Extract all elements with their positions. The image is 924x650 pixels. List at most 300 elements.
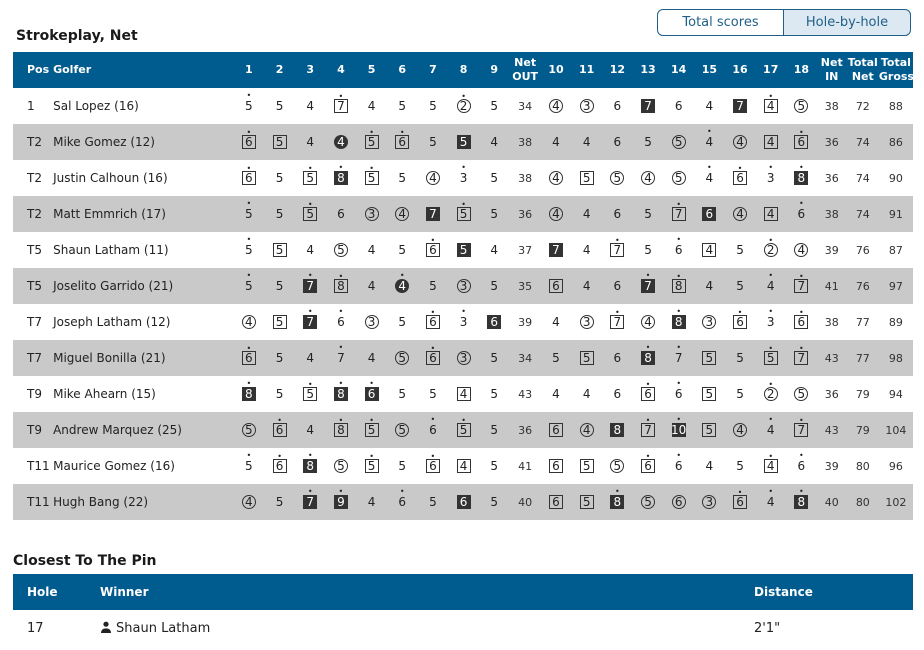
net-in: 36 [824, 171, 839, 185]
hole-score-value: 5 [398, 243, 407, 257]
hole-score [549, 315, 563, 329]
hole-score-cell [755, 124, 786, 160]
handicap-dot: • [246, 271, 252, 280]
handicap-dot: • [737, 488, 743, 497]
hole-score-cell [755, 340, 786, 376]
header-hole: 14 [671, 63, 687, 76]
hole-score [303, 164, 317, 185]
hole-score-value: 4 [306, 351, 315, 365]
hole-score [273, 416, 287, 437]
hole-score [487, 315, 501, 329]
hole-score-value: 6 [674, 387, 683, 401]
hole-score-cell [571, 484, 602, 520]
hole-score-cell [571, 268, 602, 304]
hole-score-value: 5 [275, 387, 284, 401]
hole-score-cell [356, 232, 387, 268]
hole-score-value: 5 [490, 387, 499, 401]
hole-score-cell [755, 88, 786, 124]
golfer-name: Matt Emmrich (17) [53, 207, 166, 221]
total-gross: 86 [888, 135, 903, 149]
hole-score-cell [663, 232, 694, 268]
header-net-out: Net OUT [512, 56, 539, 83]
hole-score-cell [755, 160, 786, 196]
hole-score-value: 6 [429, 243, 437, 257]
hole-score-cell [234, 124, 265, 160]
hole-score-cell [602, 232, 633, 268]
hole-score-cell [418, 484, 449, 520]
hole-score [457, 387, 471, 401]
handicap-dot: • [768, 92, 774, 101]
hole-score [733, 135, 747, 149]
hole-score-cell [479, 484, 510, 520]
hole-score-value: 5 [490, 423, 499, 437]
hole-score-cell [663, 160, 694, 196]
net-out: 35 [518, 279, 533, 293]
hole-score-value: 5 [429, 135, 437, 149]
hole-score [242, 379, 256, 401]
hole-score [733, 351, 747, 365]
hole-score-cell [264, 304, 295, 340]
hole-score-value: 8 [337, 423, 345, 437]
hole-score-value: 8 [674, 315, 683, 329]
hole-score-cell [786, 268, 817, 304]
hole-score-value: 3 [705, 495, 714, 509]
hole-score-value: 5 [275, 243, 284, 257]
hole-score-value: 7 [429, 207, 437, 221]
hole-score [733, 243, 747, 257]
golfer-name: Shaun Latham (11) [53, 243, 169, 257]
hole-score-value: 5 [275, 171, 284, 185]
score-header-row [13, 52, 913, 88]
hole-score [334, 243, 348, 257]
hole-score [303, 351, 317, 365]
hole-score-value: 2 [766, 387, 775, 401]
hole-score-value: 5 [582, 459, 591, 473]
hole-score-value: 5 [613, 171, 622, 185]
hole-score-value: 5 [367, 459, 376, 473]
hole-score-cell [602, 160, 633, 196]
hole-score [794, 344, 808, 365]
hole-score [702, 459, 716, 473]
hole-score-cell [725, 232, 756, 268]
hole-score-value: 6 [613, 387, 622, 401]
handicap-dot: • [461, 200, 466, 209]
hole-score-cell [264, 160, 295, 196]
hole-score-cell [479, 304, 510, 340]
handicap-dot: • [799, 128, 804, 137]
handicap-dot: • [338, 379, 344, 388]
golfer-name: Andrew Marquez (25) [53, 423, 182, 437]
hole-score-value: 8 [674, 279, 683, 293]
header-hole: 17 [763, 63, 779, 76]
position: T2 [27, 207, 42, 221]
hole-score-cell [234, 268, 265, 304]
hole-score [273, 315, 287, 329]
hole-score [641, 243, 655, 257]
hole-score-cell [725, 376, 756, 412]
hole-score-value: 6 [490, 315, 499, 329]
hole-score [242, 91, 256, 113]
net-out: 36 [518, 207, 533, 221]
hole-score-value: 5 [337, 459, 345, 473]
total-gross: 98 [888, 351, 903, 365]
hole-score-cell [356, 304, 387, 340]
hole-score [610, 423, 624, 437]
hole-score-value: 5 [245, 279, 253, 293]
hole-score [641, 99, 655, 113]
net-out: 36 [518, 423, 533, 437]
hole-score-cell [295, 232, 326, 268]
hole-score-value: 4 [582, 279, 591, 293]
hole-score-cell [571, 88, 602, 124]
hole-score-value: 5 [582, 495, 591, 509]
hole-score-value: 4 [797, 243, 806, 257]
hole-score [549, 135, 563, 149]
hole-score-value: 7 [306, 495, 315, 509]
hole-score-value: 5 [797, 387, 806, 401]
hole-score-cell [448, 124, 479, 160]
hole-score-cell [725, 448, 756, 484]
hole-score-cell [602, 304, 633, 340]
hole-score-cell [356, 412, 387, 448]
hole-score-value: 5 [459, 423, 468, 437]
hole-score [672, 235, 686, 257]
hole-score-cell [755, 268, 786, 304]
hole-score-value: 5 [367, 423, 376, 437]
hole-score [549, 279, 563, 293]
hole-score-value: 6 [797, 459, 806, 473]
hole-score-cell [541, 448, 572, 484]
hole-score-value: 4 [552, 99, 560, 113]
position: T7 [27, 315, 42, 329]
hole-score [457, 92, 471, 113]
hole-score-cell [541, 304, 572, 340]
hole-score [764, 344, 778, 365]
hole-score-value: 6 [429, 423, 437, 437]
total-net: 80 [855, 495, 870, 509]
handicap-dot: • [338, 307, 344, 316]
hole-score-value: 5 [490, 171, 499, 185]
hole-by-hole-button[interactable]: Hole-by-hole [784, 9, 911, 36]
hole-score-cell [326, 448, 357, 484]
hole-score [580, 171, 594, 185]
hole-score [641, 380, 655, 401]
hole-score-value: 4 [245, 315, 253, 329]
handicap-dot: • [399, 128, 405, 137]
net-out: 43 [518, 387, 533, 401]
hole-score-value: 2 [459, 99, 468, 113]
hole-score-cell [602, 412, 633, 448]
hole-score-value: 6 [674, 99, 683, 113]
header-hole: 1 [245, 63, 253, 76]
hole-score-cell [264, 268, 295, 304]
hole-score-cell [571, 376, 602, 412]
handicap-dot: • [676, 415, 682, 424]
handicap-dot: • [307, 380, 313, 389]
hole-score-cell [694, 88, 725, 124]
handicap-dot: • [369, 164, 374, 173]
hole-score-cell [234, 160, 265, 196]
position: T5 [27, 243, 42, 257]
hole-score [702, 207, 716, 221]
hole-score-cell [633, 484, 664, 520]
hole-score [365, 99, 379, 113]
score-row [13, 376, 913, 412]
hole-score-value: 6 [337, 207, 345, 221]
header-net-in: Net IN [820, 56, 843, 83]
handicap-dot: • [246, 344, 252, 353]
hole-score-value: 4 [736, 423, 744, 437]
score-row [13, 448, 913, 484]
hole-score-value: 4 [766, 459, 775, 473]
hole-score-value: 7 [797, 423, 806, 437]
hole-score [395, 487, 409, 509]
hole-score [365, 452, 379, 473]
hole-score-cell [356, 124, 387, 160]
hole-score [764, 380, 778, 401]
hole-score [487, 243, 501, 257]
hole-score-cell [264, 376, 295, 412]
hole-score-value: 7 [552, 243, 560, 257]
hole-score-cell [663, 340, 694, 376]
hole-score [671, 415, 687, 437]
hole-score-cell [234, 448, 265, 484]
hole-score [457, 279, 471, 293]
hole-score-value: 3 [582, 99, 591, 113]
hole-score-cell [786, 232, 817, 268]
hole-score-value: 5 [644, 135, 652, 149]
hole-score-cell [387, 196, 418, 232]
hole-score-cell [387, 484, 418, 520]
hole-score [702, 315, 716, 329]
hole-score-value: 4 [429, 171, 437, 185]
hole-score-cell [602, 448, 633, 484]
hole-score-value: 5 [245, 207, 253, 221]
hole-score [242, 235, 256, 257]
hole-score-value: 8 [797, 495, 806, 509]
hole-score-cell [694, 232, 725, 268]
hole-score [764, 452, 778, 473]
hole-score-value: 7 [644, 99, 652, 113]
hole-score-cell [725, 268, 756, 304]
hole-score-value: 5 [367, 135, 376, 149]
hole-score [733, 459, 747, 473]
handicap-dot: • [369, 128, 374, 137]
hole-score-cell [786, 196, 817, 232]
hole-score-value: 4 [459, 459, 468, 473]
hole-score-cell [234, 88, 265, 124]
hole-score [702, 279, 716, 293]
hole-score-cell [295, 484, 326, 520]
hole-score [242, 344, 256, 365]
hole-score [457, 200, 471, 221]
hole-score-value: 6 [429, 459, 437, 473]
hole-score [303, 307, 317, 329]
hole-score [487, 279, 501, 293]
hole-score-value: 6 [398, 135, 407, 149]
strokeplay-title: Strokeplay, Net [16, 28, 138, 44]
hole-score [549, 459, 563, 473]
handicap-dot: • [246, 199, 252, 208]
hole-score-value: 6 [705, 207, 714, 221]
hole-score [487, 99, 501, 113]
hole-score-value: 6 [552, 279, 560, 293]
hole-score-value: 5 [459, 135, 468, 149]
hole-score [610, 308, 624, 329]
hole-score [794, 416, 808, 437]
hole-score-value: 6 [613, 99, 622, 113]
hole-score-value: 6 [797, 135, 806, 149]
hole-score-cell [633, 124, 664, 160]
hole-score [610, 487, 624, 509]
hole-score-value: 5 [398, 351, 407, 365]
hole-score [549, 387, 563, 401]
golfer-name: Joselito Garrido (21) [53, 279, 174, 293]
hole-score [334, 487, 348, 509]
hole-score-cell [602, 484, 633, 520]
hole-score [334, 207, 348, 221]
hole-score [395, 128, 409, 149]
hole-score-cell [786, 412, 817, 448]
hole-score [487, 423, 501, 437]
hole-score-cell [234, 196, 265, 232]
hole-score [365, 279, 379, 293]
total-net: 72 [855, 99, 870, 113]
hole-score [395, 271, 409, 293]
hole-score-value: 2 [766, 243, 775, 257]
hole-score-value: 4 [736, 207, 744, 221]
handicap-dot: • [799, 487, 804, 496]
hole-score-value: 4 [705, 99, 714, 113]
hole-score [580, 351, 594, 365]
handicap-dot: • [645, 343, 651, 352]
hole-score-cell [571, 232, 602, 268]
hole-score-cell [725, 160, 756, 196]
hole-score-cell [295, 412, 326, 448]
hole-score [242, 423, 256, 437]
hole-score-value: 6 [644, 387, 652, 401]
hole-score-cell [541, 160, 572, 196]
hole-score-cell [663, 196, 694, 232]
hole-score [733, 164, 747, 185]
hole-score-value: 5 [398, 315, 407, 329]
hole-score-value: 4 [766, 495, 775, 509]
hole-score [273, 207, 287, 221]
hole-score-value: 8 [245, 387, 253, 401]
hole-score [487, 351, 501, 365]
total-net: 76 [855, 279, 870, 293]
hole-score-value: 5 [275, 207, 284, 221]
handicap-dot: • [768, 307, 774, 316]
hole-score-value: 4 [398, 207, 407, 221]
hole-score [794, 199, 808, 221]
total-gross: 96 [888, 459, 903, 473]
hole-score [641, 416, 655, 437]
hole-score-cell [755, 412, 786, 448]
hole-score [242, 495, 256, 509]
hole-score-cell [418, 124, 449, 160]
hole-score-value: 7 [644, 279, 652, 293]
hole-score-value: 5 [398, 459, 407, 473]
hole-score [273, 279, 287, 293]
hole-score [733, 99, 747, 113]
hole-score [273, 243, 287, 257]
hole-score-value: 6 [552, 423, 560, 437]
golfer-name: Hugh Bang (22) [53, 495, 149, 509]
header-hole: 5 [367, 63, 376, 76]
hole-score-cell [387, 448, 418, 484]
hole-score-value: 6 [736, 315, 744, 329]
hole-score-cell [633, 376, 664, 412]
hole-score-value: 6 [674, 243, 683, 257]
hole-score [794, 243, 808, 257]
handicap-dot: • [461, 92, 466, 101]
handicap-dot: • [768, 344, 774, 353]
handicap-dot: • [307, 164, 313, 173]
hole-score-cell [694, 124, 725, 160]
hole-score-value: 7 [797, 351, 806, 365]
hole-score-cell [326, 88, 357, 124]
hole-score-cell [755, 376, 786, 412]
hole-score [487, 135, 501, 149]
hole-score-value: 6 [398, 495, 407, 509]
hole-score-cell [725, 124, 756, 160]
hole-score [549, 243, 563, 257]
hole-score-value: 6 [275, 459, 284, 473]
handicap-dot: • [246, 164, 252, 173]
hole-score-cell [663, 268, 694, 304]
hole-score-value: 5 [766, 351, 775, 365]
hole-score [794, 387, 808, 401]
header-hole: 16 [732, 63, 748, 76]
hole-score-value: 6 [245, 171, 253, 185]
score-row [13, 160, 913, 196]
pin-hole: 17 [27, 620, 44, 636]
hole-score-cell [356, 484, 387, 520]
hole-score [580, 315, 594, 329]
hole-score-cell [356, 448, 387, 484]
hole-score [580, 99, 594, 113]
handicap-dot: • [645, 452, 651, 461]
hole-score-cell [448, 88, 479, 124]
hole-score [457, 495, 471, 509]
total-scores-button[interactable]: Total scores [657, 9, 784, 36]
hole-score [672, 495, 686, 509]
hole-score-value: 4 [582, 207, 591, 221]
hole-score [334, 459, 348, 473]
hole-score [672, 379, 686, 401]
hole-score-value: 3 [367, 315, 376, 329]
hole-score [610, 135, 624, 149]
hole-score [672, 200, 686, 221]
hole-score-value: 5 [398, 387, 407, 401]
hole-score [580, 243, 594, 257]
hole-score-cell [479, 88, 510, 124]
hole-score-value: 5 [245, 99, 253, 113]
net-in: 38 [824, 207, 839, 221]
hole-score-value: 5 [245, 459, 253, 473]
hole-score-value: 5 [674, 135, 683, 149]
net-in: 36 [824, 135, 839, 149]
hole-score-value: 7 [613, 243, 622, 257]
hole-score [395, 351, 409, 365]
handicap-dot: • [246, 379, 252, 388]
hole-score-value: 6 [337, 315, 345, 329]
hole-score [303, 243, 317, 257]
pin-row [13, 610, 913, 646]
hole-score [395, 207, 409, 221]
hole-score-value: 4 [582, 243, 591, 257]
